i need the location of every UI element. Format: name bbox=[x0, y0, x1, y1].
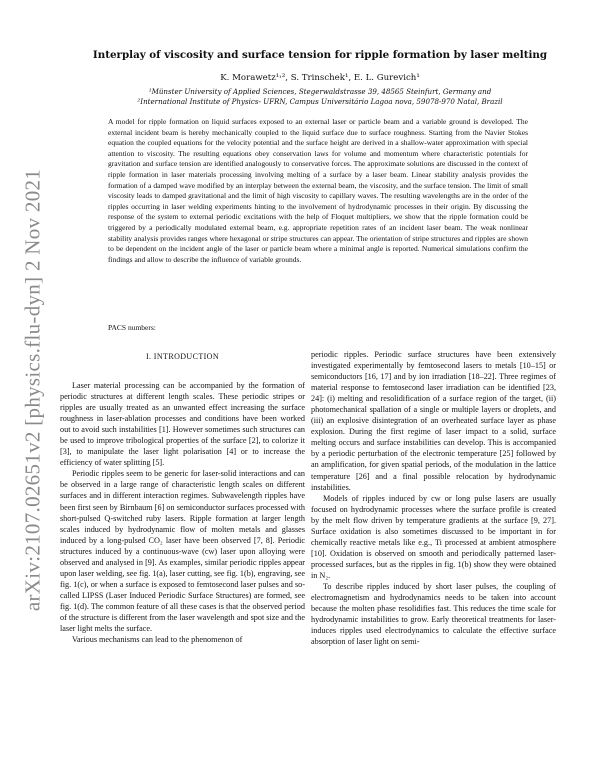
paragraph: Laser material processing can be accompanied by the formation of periodic structures at different length scales. These periodic stripes or ripples are usually treated as an unwanted effect increasing the surface roughness in laser-ablation processes and conditions have been worked out to avoid such instabilities [1]. However sometimes such structures can be used to improve tribological properties of the surface [2], to colorize it [3], to manipulate the laser light polarisation [4] or to increase the efficiency of water splitting [5]. bbox=[60, 381, 305, 468]
left-column bbox=[60, 380, 305, 645]
paper-title: Interplay of viscosity and surface tension for ripple formation by laser melting bbox=[92, 49, 548, 61]
paragraph: periodic ripples. Periodic surface structures have been extensively investigated experimentally by femtosecond lasers to metals [10–15] or semiconductors [16, 17] and by ion irradiation [18–22]. Three regimes of material response to femtosecond laser irradiation can be identified [23, 24]: (i) melting and resolidification of a surface region of the target, (ii) photomechanical spallation of a single or multiple layers or droplets, and (iii) an explosive disintegration of an overheated surface layer as phase explosion. During the first regime of laser impact to a solid, surface melting occurs and surface instabilities can develop. This is accompanied by a periodic perturbation of the electronic temperature [25] followed by an amplification, for given spatial periods, of the modulation in the lattice temperature [26] and a final possible relocation by hydrodynamic instabilities. bbox=[311, 350, 556, 492]
paragraph: Periodic ripples seem to be generic for laser-solid interactions and can be observed in a large range of characteristic length scales on different surfaces and in different interaction regimes. Subwavelength ripples have been first seen by Birnbaum [6] on semiconductor surfaces processed with short-pulsed Q-switched ruby lasers. Ripple formation at larger length scales induced by hydrodynamic flow of molten metals and glasses induced by a long-pulsed CO₂ laser have been observed [7, 8]. Periodic structures induced by a continuous-wave (cw) laser upon alloying were observed and analysed in [9]. As examples, similar periodic ripples appear upon laser welding, see fig. 1(a), laser cutting, see fig. 1(b), engraving, see fig. 1(c), or when a surface is exposed to femtosecond laser pulses and so-called LIPSS (Laser Induced Periodic Surface Structures) are formed, see fig. 1(d). The common feature of all these cases is that the observed period of the structure is different from the laser wavelength and spot size and the laser light melts the surface. bbox=[60, 469, 305, 634]
section-heading-introduction: I. INTRODUCTION bbox=[145, 352, 220, 361]
author-list: K. Morawetz¹˒², S. Trinschek¹, E. L. Gurevich¹ bbox=[220, 73, 420, 83]
arxiv-id-text: arXiv:2107.02651v2 [physics.flu-dyn] 2 Nov 2021 bbox=[20, 168, 45, 612]
paragraph: Various mechanisms can lead to the phenomenon of bbox=[72, 635, 243, 645]
right-column bbox=[311, 349, 556, 647]
paragraph: To describe ripples induced by short laser pulses, the coupling of electromagnetism and hydrodynamics needs to be taken into account because the molten phase resolidifies fast. This reduces the time scale for hydrodynamic instabilities to grow. Early theoretical treatments for laser-induces ripples used electrodynamics to calculate the effective surface absorption of laser light on semi- bbox=[311, 581, 556, 647]
affiliation-2: ²International Institute of Physics- UFRN, Campus Universitário Lagoa nova, 59078-970 Natal, Brazil bbox=[137, 97, 503, 106]
arxiv-identifier bbox=[18, 168, 48, 612]
paragraph: Models of ripples induced by cw or long pulse lasers are usually focused on hydrodynamic processes where the surface profile is created by the melt flow driven by temperature gradients at the surface [9, 27]. Surface oxidation is also sometimes discussed to be important in for chemically reactive metals like e.g., Ti processed at ambient atmosphere [10]. Oxidation is observed on smooth and periodically patterned laser-processed surfaces, but as the ripples in fig. 1(b) show they were obtained in N₂. bbox=[311, 493, 556, 580]
pacs-numbers: PACS numbers: bbox=[108, 323, 156, 332]
affiliation-1: ¹Münster University of Applied Sciences, Stegerwaldstrasse 39, 48565 Steinfurt, Germany and bbox=[148, 87, 492, 96]
abstract: A model for ripple formation on liquid surfaces exposed to an external laser or particle beam and a variable ground is developed. The external incident beam is hereby mechanically coupled to the liquid surface due to surface roughness. Starting from the Navier Stokes equation the coupled equations for the velocity potential and the surface height are derived in a shallow-water approximation with special attention to viscosity. The resulting equations obey conservation laws for volume and momentum where characteristic potentials for gravitation and surface tension are identified analogously to conservative forces. The approximate solutions are discussed in the context of ripple formation in laser materials processing involving melting of a surface by a laser beam. Linear stability analysis provides the formation of a damped wave modified by an interplay between the external beam, the viscosity, and the surface tension. The limit of small viscosity leads to damped gravitational and the limit of high viscosity to capillary waves. The resulting wavelengths are in the order of the ripples occurring in laser welding experiments hinting to the involvement of hydrodynamic processes in their origin. By discussing the response of the system to external periodic excitations with the help of Floquet multipliers, we show that the ripple formation could be triggered by a periodically modulated external beam, e.g. appropriate repetition rates of an incident laser beam. The weak nonlinear stability analysis provides ranges where hexagonal or stripe structures can appear. The orientation of stripe structures and ripples are shown to be dependent on the incident angle of the laser or particle beam where a minimal angle is reported. Numerical simulations confirm the findings and allow to describe the influence of variable grounds. bbox=[108, 117, 528, 264]
